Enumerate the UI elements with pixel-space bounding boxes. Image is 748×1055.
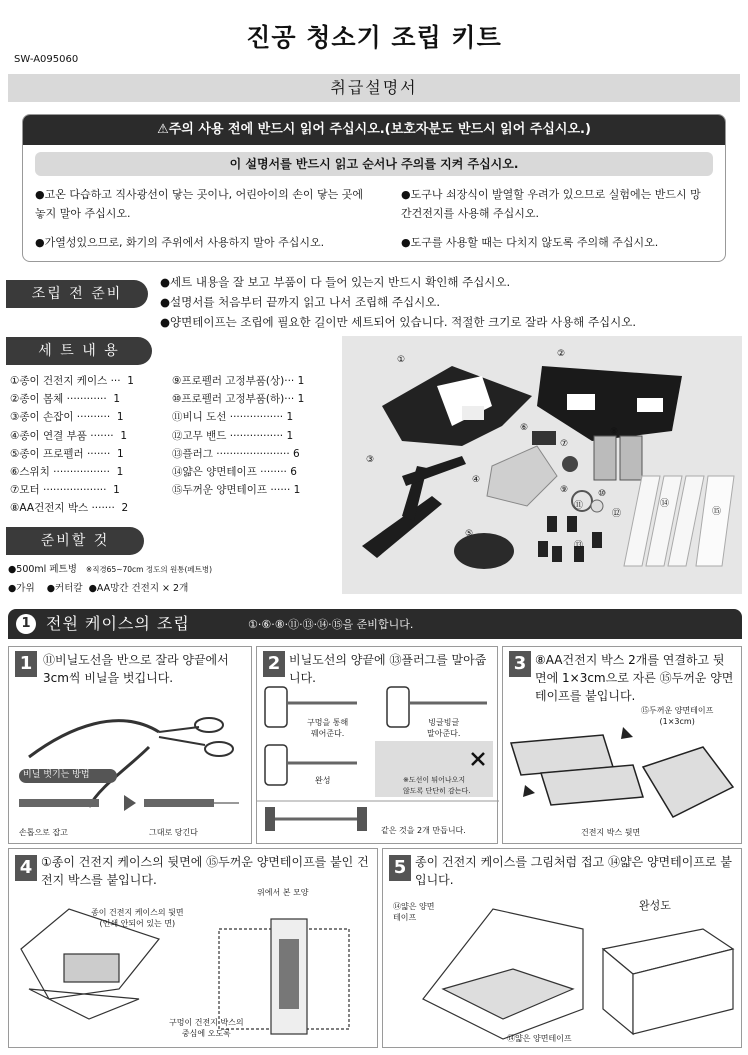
section-title: 전원 케이스의 조립 bbox=[46, 614, 190, 633]
step4-caption: 위에서 본 모양 bbox=[257, 888, 309, 897]
prep-item: ●세트 내용을 잘 보고 부품이 다 들어 있는지 반드시 확인해 주십시오. bbox=[160, 275, 511, 289]
step-1 bbox=[8, 646, 252, 844]
arrow-right-icon bbox=[124, 795, 136, 811]
step2-caption: 같은 것을 2개 만듭니다. bbox=[381, 826, 466, 835]
part-item: ⑨프로펠러 고정부품(상)··· 1 bbox=[172, 375, 305, 387]
step-text: 종이 건전지 케이스를 그림처럼 접고 ⑭얇은 양면테이프로 붙입니다. bbox=[415, 855, 732, 887]
step3-caption: 건전지 박스 뒷면 bbox=[581, 828, 641, 837]
warning-item: ●고온 다습하고 직사광선이 닿는 곳이나, 어린아이의 손이 닿는 곳에 놓지 말아 주십시오. bbox=[35, 188, 363, 220]
photo-label: ⑬ bbox=[574, 541, 584, 551]
motor-part bbox=[562, 456, 578, 472]
step5-complete-label: 완성도 bbox=[639, 899, 671, 912]
propeller-holder-part bbox=[591, 500, 603, 512]
step-number: 5 bbox=[389, 855, 411, 881]
wire-before bbox=[19, 799, 99, 807]
step2-caption: 완성 bbox=[315, 776, 331, 785]
photo-label: ⑩ bbox=[598, 489, 607, 499]
warning-item: ●가열성있으므로, 화기의 주위에서 사용하지 말아 주십시오. bbox=[35, 236, 325, 249]
step1-tag: 비닐 벗기는 방법 bbox=[23, 770, 90, 780]
warning-heading: ⚠주의 사용 전에 반드시 읽어 주십시오.(보호자분도 반드시 읽어 주십시오.) bbox=[23, 115, 725, 145]
step4-caption: 구멍이 건전지 박스의 중심에 오도록 bbox=[169, 1018, 244, 1038]
warning-box bbox=[22, 114, 726, 262]
folding-drawing bbox=[423, 909, 583, 1039]
photo-label: ② bbox=[557, 349, 566, 359]
step1-caption: 그대로 당긴다 bbox=[149, 828, 198, 837]
prep-label: 조립 전 준비 bbox=[6, 280, 148, 308]
step-number: 3 bbox=[509, 651, 531, 677]
part-item: ⑤종이 프로펠러 ······· 1 bbox=[10, 447, 124, 460]
battery-box-drawing bbox=[511, 735, 733, 817]
paper-propeller-part bbox=[454, 533, 514, 569]
part-item: ⑫고무 밴드 ················ 1 bbox=[172, 429, 294, 442]
step2-caption: ※도선이 튀어나오지 않도록 단단히 감는다. bbox=[403, 776, 471, 795]
set-contents-label: 세 트 내 용 bbox=[6, 337, 152, 365]
wire-drawing bbox=[29, 721, 159, 757]
part-item: ⑮두꺼운 양면테이프 ······ 1 bbox=[172, 484, 301, 497]
step-2 bbox=[256, 646, 498, 844]
photo-label: ⑥ bbox=[520, 423, 529, 433]
step5-caption: ⑭얇은 양면 테이프 bbox=[393, 902, 435, 922]
completed-case-drawing bbox=[603, 929, 733, 1034]
photo-label: ③ bbox=[366, 455, 375, 465]
warning-item: ●도구를 사용할 때는 다치지 않도록 주의해 주십시오. bbox=[401, 236, 659, 249]
tape-strips bbox=[624, 476, 734, 566]
step-5 bbox=[382, 848, 742, 1048]
part-item: ②종이 몸체 ············ 1 bbox=[10, 393, 121, 406]
arrow-icon bbox=[621, 727, 633, 739]
parts-list-right bbox=[172, 372, 304, 499]
part-item: ⑪비니 도선 ················ 1 bbox=[172, 411, 294, 424]
product-code: SW-A095060 bbox=[14, 54, 79, 65]
part-item: ⑧AA건전지 박스 ······· 2 bbox=[10, 502, 129, 515]
step-text: ⑧AA건전지 박스 2개를 연결하고 뒷면에 1×3cm으로 자른 ⑮두꺼운 양면테이프를 붙입니다. bbox=[535, 653, 734, 703]
section-header bbox=[8, 609, 742, 639]
paper-handle-part bbox=[362, 456, 466, 558]
step1-caption: 손톱으로 잡고 bbox=[19, 828, 68, 837]
prepare-bottle: ●500ml 페트병 bbox=[8, 564, 77, 575]
wire-after bbox=[144, 799, 214, 807]
photo-label: ⑨ bbox=[560, 485, 569, 495]
paper-connector-part bbox=[487, 446, 557, 506]
parts-list-left bbox=[10, 372, 134, 518]
prepare-items-label: 준비할 것 bbox=[6, 527, 144, 555]
scissors-icon bbox=[159, 718, 233, 756]
step5-caption: ⑭얇은 양면테이프 bbox=[507, 1034, 572, 1043]
section-note: ①·⑥·⑧·⑪·⑬·⑭·⑮을 준비합니다. bbox=[248, 618, 414, 631]
parts-photo bbox=[342, 336, 742, 594]
prep-item: ●설명서를 처음부터 끝까지 읽고 나서 조립해 주십시오. bbox=[160, 295, 441, 309]
battery-box-part bbox=[594, 436, 642, 480]
section-number-icon: 1 bbox=[16, 614, 36, 634]
step-number: 1 bbox=[15, 651, 37, 677]
part-item: ⑥스위치 ················· 1 bbox=[10, 466, 124, 479]
step-number: 2 bbox=[263, 651, 285, 677]
photo-label: ⑫ bbox=[612, 509, 622, 519]
part-item: ⑦모터 ··················· 1 bbox=[10, 484, 120, 497]
step-4 bbox=[8, 848, 378, 1048]
photo-label: ① bbox=[397, 355, 406, 365]
photo-label: ⑪ bbox=[574, 501, 584, 511]
part-item: ⑬플러그 ······················ 6 bbox=[172, 447, 300, 460]
photo-label: ⑦ bbox=[560, 439, 569, 449]
plug-parts bbox=[538, 516, 602, 562]
step-number: 4 bbox=[15, 855, 37, 881]
part-item: ⑩프로펠러 고정부품(하)··· 1 bbox=[172, 393, 305, 406]
warning-item: ●도구나 쇠장식이 발열할 우려가 있으므로 실험에는 반드시 망간건전지를 사용해 주십시오. bbox=[401, 188, 701, 220]
warning-subheading: 이 설명서를 반드시 읽고 순서나 주의를 지켜 주십시오. bbox=[35, 152, 713, 176]
switch-part bbox=[532, 431, 556, 445]
prepare-line bbox=[8, 561, 212, 575]
step-3 bbox=[502, 646, 742, 844]
step3-caption: ⑮두꺼운 양면테이프 (1×3cm) bbox=[641, 706, 714, 726]
part-item: ③종이 손잡이 ·········· 1 bbox=[10, 411, 124, 424]
part-item: ④종이 연결 부품 ······· 1 bbox=[10, 429, 128, 442]
photo-label: ④ bbox=[472, 475, 481, 485]
photo-label: ⑮ bbox=[712, 507, 722, 517]
prep-item: ●양면테이프는 조립에 필요한 길이만 세트되어 있습니다. 적절한 크기로 잘라 사용해 주십시오. bbox=[160, 315, 637, 329]
step2-caption: 구멍을 통해 꿰어준다. bbox=[307, 718, 349, 738]
prepare-note: ※직경65~70cm 정도의 원통(페트병) bbox=[85, 565, 213, 574]
photo-label: ⑤ bbox=[465, 529, 474, 539]
prepare-tools: ●가위 ●커터칼 ●AA망간 건전지 × 2개 bbox=[8, 583, 189, 594]
photo-label: ⑭ bbox=[660, 499, 670, 509]
step-text: ⑪비닐도선을 반으로 잘라 양끝에서 3cm씩 비닐을 벗깁니다. bbox=[43, 653, 229, 685]
part-item: ①종이 건전지 케이스 ··· 1 bbox=[10, 375, 134, 387]
step4-caption: 종이 건전지 케이스의 뒷면 (인쇄 안되어 있는 면) bbox=[91, 908, 184, 928]
manual-subtitle: 취급설명서 bbox=[8, 74, 740, 102]
step-text: 비닐도선의 양끝에 ⑬플러그를 말아줍니다. bbox=[289, 653, 487, 685]
step2-caption: 빙글빙글 말아준다. bbox=[427, 718, 461, 738]
paper-battery-case-part bbox=[382, 366, 532, 446]
part-item: ⑭얇은 양면테이프 ········ 6 bbox=[172, 466, 297, 479]
step-text: ①종이 건전지 케이스의 뒷면에 ⑮두꺼운 양면테이프를 붙인 건전지 박스를 붙입니다. bbox=[41, 855, 369, 887]
photo-label: ⑧ bbox=[610, 427, 619, 437]
page-title: 진공 청소기 조립 키트 bbox=[246, 23, 502, 52]
